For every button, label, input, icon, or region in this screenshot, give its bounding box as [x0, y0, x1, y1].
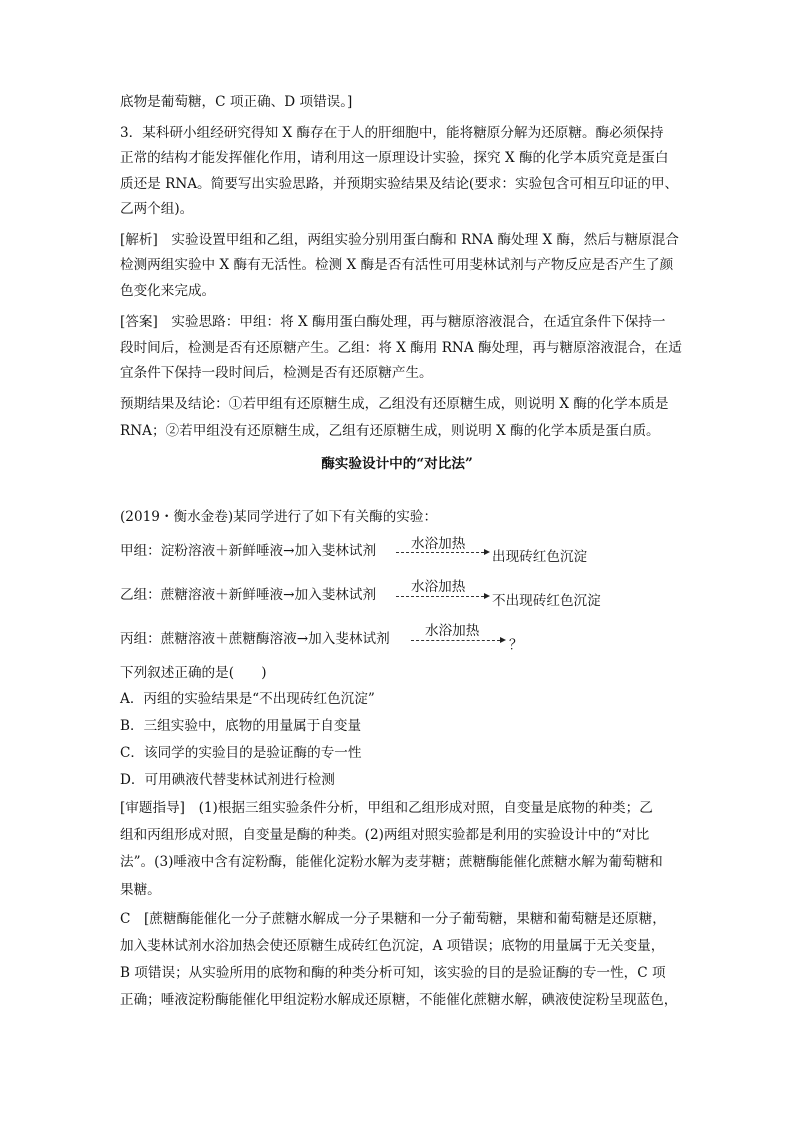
arrow-head-icon: [500, 637, 506, 643]
text-line: 正确；唾液淀粉酶能催化甲组淀粉水解成还原糖，不能催化蔗糖水解，碘液使淀粉呈现蓝色，: [120, 992, 678, 1008]
option-c: C．该同学的实验目的是验证酶的专一性: [120, 745, 362, 761]
source-line: (2019・衡水金卷)某同学进行了如下有关酶的实验：: [120, 509, 438, 525]
guide-line: [审题指导] (1)根据三组实验条件分析，甲组和乙组形成对照，自变量是底物的种类；乙: [120, 800, 653, 816]
option-a: A．丙组的实验结果是“不出现砖红色沉淀”: [120, 691, 375, 707]
option-d: D．可用碘液代替斐林试剂进行检测: [120, 772, 335, 788]
group-yi-left: 乙组：蔗糖溶液＋新鲜唾液→加入斐林试剂: [120, 587, 377, 603]
question-prompt: 下列叙述正确的是( ): [120, 665, 267, 681]
group-jia-result: 出现砖红色沉淀: [492, 549, 588, 565]
dashed-arrow-line: [396, 552, 484, 553]
text-line: 质还是 RNA。简要写出实验思路，并预期实验结果及结论(要求：实验包含可相互印证的甲、: [120, 176, 679, 192]
text-line: 预期结果及结论：①若甲组有还原糖生成，乙组没有还原糖生成，则说明 X 酶的化学本质是: [120, 396, 669, 412]
option-b: B．三组实验中，底物的用量属于自变量: [120, 718, 362, 734]
question-3-line: 3．某科研小组经研究得知 X 酶存在于人的肝细胞中，能将糖原分解为还原糖。酶必须保持: [120, 125, 664, 141]
arrow-label: 水浴加热: [411, 536, 466, 552]
arrow-label: 水浴加热: [425, 623, 480, 639]
text-line: 乙两个组)。: [120, 201, 194, 217]
analysis-line: [解析] 实验设置甲组和乙组，两组实验分别用蛋白酶和 RNA 酶处理 X 酶，然后与糖原混合: [120, 232, 679, 248]
dashed-arrow-line: [396, 596, 484, 597]
section-heading: 酶实验设计中的“对比法”: [321, 456, 473, 472]
group-bing-left: 丙组：蔗糖溶液＋蔗糖酶溶液→加入斐林试剂: [120, 631, 390, 647]
group-jia-left: 甲组：淀粉溶液＋新鲜唾液→加入斐林试剂: [120, 543, 377, 559]
text-line: 法”。(3)唾液中含有淀粉酶，能催化淀粉水解为麦芽糖；蔗糖酶能催化蔗糖水解为葡萄糖和: [120, 854, 663, 870]
text-line: 宜条件下保持一段时间后，检测是否有还原糖产生。: [120, 365, 433, 381]
arrow-label: 水浴加热: [411, 579, 466, 595]
arrow-head-icon: [484, 549, 490, 555]
text-line: 色变化来完成。: [120, 283, 216, 299]
group-yi-result: 不出现砖红色沉淀: [492, 593, 601, 609]
text-line: 加入斐林试剂水浴加热会使还原糖生成砖红色沉淀，A 项错误；底物的用量属于无关变量，: [120, 938, 665, 954]
group-bing-result: ？: [509, 637, 523, 653]
text-line: RNA；②若甲组没有还原糖生成，乙组有还原糖生成，则说明 X 酶的化学本质是蛋白质。: [120, 423, 660, 439]
answer-line: [答案] 实验思路：甲组：将 X 酶用蛋白酶处理，再与糖原溶液混合，在适宜条件下保持一: [120, 314, 666, 330]
text-line: B 项错误；从实验所用的底物和酶的种类分析可知，该实验的目的是验证酶的专一性，C 项: [120, 965, 666, 981]
text-line: 底物是葡萄糖，C 项正确、D 项错误。]: [120, 94, 353, 110]
dashed-arrow-line: [411, 640, 500, 641]
arrow-head-icon: [484, 593, 490, 599]
text-line: 检测两组实验中 X 酶有无活性。检测 X 酶是否有活性可用斐林试剂与产物反应是否产生了颜: [120, 257, 674, 273]
text-line: 段时间后，检测是否有还原糖产生。乙组：将 X 酶用 RNA 酶处理，再与糖原溶液混合，在适: [120, 340, 682, 356]
text-line: 正常的结构才能发挥催化作用，请利用这一原理设计实验，探究 X 酶的化学本质究竟是蛋白: [120, 150, 669, 166]
text-line: 果糖。: [120, 882, 161, 898]
answer-explanation-line: C [蔗糖酶能催化一分子蔗糖水解成一分子果糖和一分子葡萄糖，果糖和葡萄糖是还原糖，: [120, 911, 666, 927]
text-line: 组和丙组形成对照，自变量是酶的种类。(2)两组对照实验都是利用的实验设计中的“对比: [120, 827, 650, 843]
